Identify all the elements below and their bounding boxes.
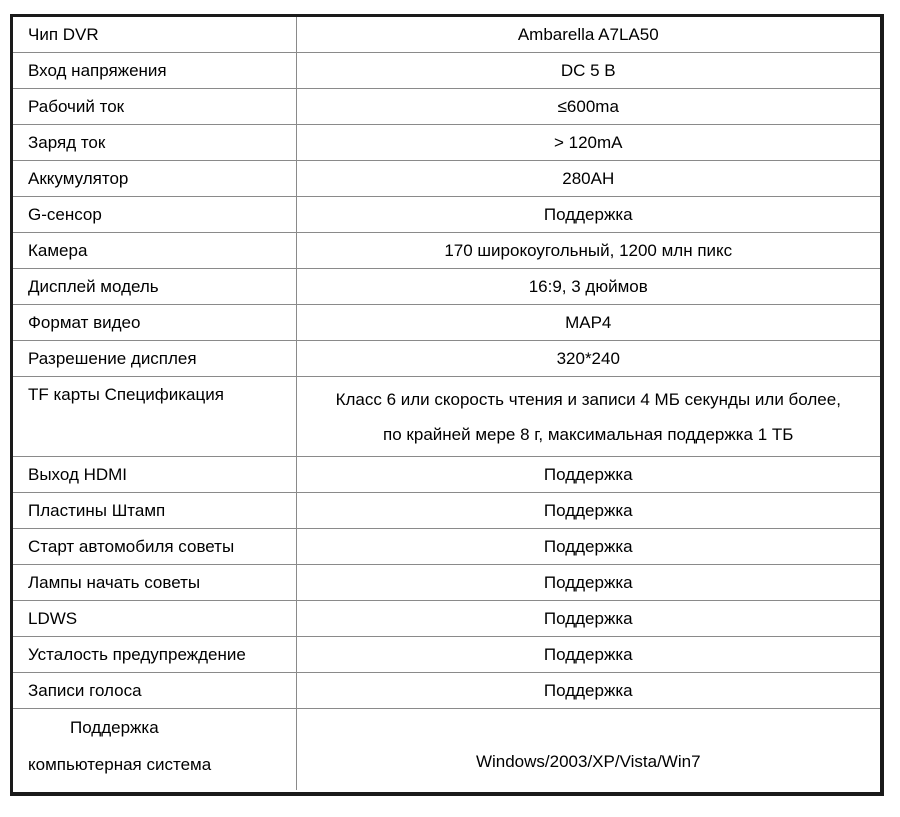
row-value: DC 5 В — [296, 53, 880, 89]
table-row — [13, 89, 880, 125]
row-label: Пластины Штамп — [13, 493, 296, 529]
table-row — [13, 17, 880, 53]
row-value: Поддержка — [296, 529, 880, 565]
row-value: 280AH — [296, 161, 880, 197]
table-row — [13, 673, 880, 709]
row-value: 320*240 — [296, 341, 880, 377]
row-label-line: Поддержка — [70, 718, 159, 737]
row-label: G-сенсор — [13, 197, 296, 233]
row-value: ≤600ma — [296, 89, 880, 125]
row-label: Камера — [13, 233, 296, 269]
row-label-line: компьютерная система — [28, 755, 212, 774]
row-label: Дисплей модель — [13, 269, 296, 305]
row-label: Чип DVR — [13, 17, 296, 53]
row-value: Ambarella A7LA50 — [296, 17, 880, 53]
row-value: Поддержка — [296, 493, 880, 529]
row-value-line: по крайней мере 8 г, максимальная поддержка 1 ТБ — [383, 424, 794, 444]
table-row — [13, 233, 880, 269]
table-row — [13, 125, 880, 161]
row-value: Поддержка — [296, 673, 880, 709]
row-value: Поддержка — [296, 637, 880, 673]
table-row — [13, 305, 880, 341]
row-label: Вход напряжения — [13, 53, 296, 89]
row-value: Поддержка — [296, 601, 880, 637]
table-row — [13, 709, 880, 791]
table-row — [13, 529, 880, 565]
row-label: Записи голоса — [13, 673, 296, 709]
row-label: TF карты Спецификация — [13, 377, 296, 457]
table-row — [13, 53, 880, 89]
row-label: Старт автомобиля советы — [13, 529, 296, 565]
row-label: Формат видео — [13, 305, 296, 341]
table-row — [13, 457, 880, 493]
row-value — [296, 377, 880, 457]
table-row — [13, 565, 880, 601]
table-row — [13, 601, 880, 637]
row-label: Разрешение дисплея — [13, 341, 296, 377]
row-value: Поддержка — [296, 457, 880, 493]
table-row — [13, 493, 880, 529]
table-row — [13, 197, 880, 233]
row-label: Усталость предупреждение — [13, 637, 296, 673]
table-row — [13, 341, 880, 377]
row-label: Лампы начать советы — [13, 565, 296, 601]
table-row — [13, 269, 880, 305]
spec-table — [13, 17, 880, 790]
row-label: LDWS — [13, 601, 296, 637]
row-value: > 120mA — [296, 125, 880, 161]
table-row — [13, 637, 880, 673]
row-value: 170 широкоугольный, 1200 млн пикс — [296, 233, 880, 269]
row-label: Рабочий ток — [13, 89, 296, 125]
row-value: MAP4 — [296, 305, 880, 341]
row-label: Аккумулятор — [13, 161, 296, 197]
row-label: Заряд ток — [13, 125, 296, 161]
row-value: 16:9, 3 дюймов — [296, 269, 880, 305]
table-row — [13, 161, 880, 197]
row-value: Поддержка — [296, 197, 880, 233]
row-value: Поддержка — [296, 565, 880, 601]
row-value-line: Класс 6 или скорость чтения и записи 4 МБ секунды или более, — [335, 389, 841, 409]
row-label: Выход HDMI — [13, 457, 296, 493]
row-value: Windows/2003/XP/Vista/Win7 — [296, 709, 880, 791]
table-row — [13, 377, 880, 457]
row-label — [13, 709, 296, 791]
